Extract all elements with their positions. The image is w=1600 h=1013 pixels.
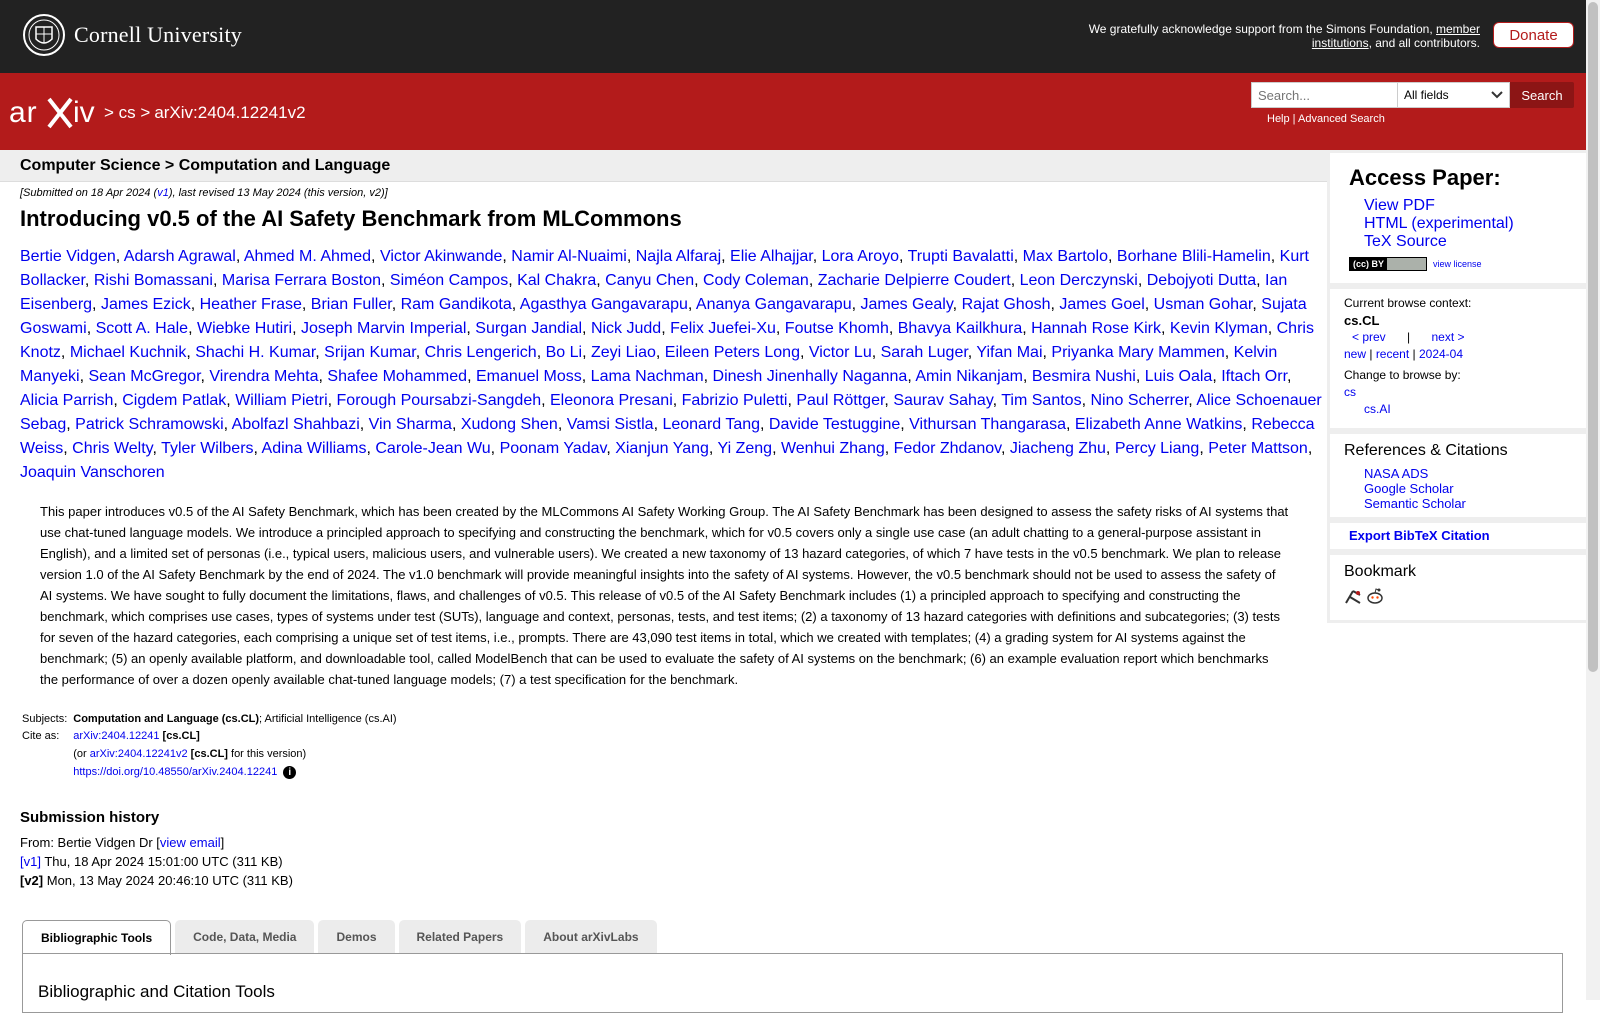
view-license-link[interactable]: view license	[1433, 259, 1482, 269]
browse-csai-link[interactable]: cs.AI	[1364, 402, 1391, 416]
nasa-ads-link[interactable]: NASA ADS	[1364, 466, 1429, 481]
tab-demos[interactable]: Demos	[318, 920, 394, 953]
author-link[interactable]: Sujata Goswami	[20, 296, 1307, 337]
help-links: Help | Advanced Search	[1267, 113, 1385, 125]
author-link[interactable]: Joaquin Vanschoren	[20, 464, 165, 481]
submission-history-heading: Submission history	[20, 809, 160, 826]
author-link[interactable]: Forough Poursabzi-Sangdeh	[336, 392, 542, 409]
author-link[interactable]: Saurav Sahay	[893, 392, 993, 409]
html-link[interactable]: HTML (experimental)	[1364, 215, 1514, 232]
submission-date: [Submitted on 18 Apr 2024 (v1), last revised 13 May 2024 (this version, v2)]	[20, 187, 388, 199]
author-link[interactable]: Xianjun Yang	[615, 440, 709, 457]
author-list: Bertie Vidgen, Adarsh Agrawal, Ahmed M. Ahmed, Victor Akinwande, Namir Al-Nuaimi, Najla Alfaraj, Elie Alhajjar, Lora Aroyo, Trupti Bavalatti, Max Bartolo, Borhane Blili-Hamelin, Kurt Bollacker, Rishi Bomassani, Marisa Ferrara Boston, Siméon Campos, Kal Chakra, Canyu Chen, Cody Coleman, Zacharie Delpierre Coudert, Leon Derczynski, Debojyoti Dutta, Ian Eisenberg, James Ezick, Heather Frase, Brian Fuller, Ram Gandikota, Agasthya Gangavarapu, Ananya Gangavarapu, James Gealy, Rajat Ghosh, James Goel, Usman Gohar, Sujata Goswami, Scott A. Hale, Wiebke Hutiri, Joseph Marvin Imperial, Surgan Jandial, Nick Judd, Felix Juefei-Xu, Foutse Khomh, Bhavya Kailkhura, Hannah Rose Kirk, Kevin Klyman, Chris Knotz, Michael Kuchnik, Shachi H. Kumar, Srijan Kumar, Chris Lengerich, Bo Li, Zeyi Liao, Eileen Peters Long, Victor Lu, Sarah Luger, Yifan Mai, Priyanka Mary Mammen, Kelvin Manyeki, Sean McGregor, Virendra Mehta, Shafee Mohammed, Emanuel Moss, Lama Nachman, Dinesh Jinenhally Naganna, Amin Nikanjam, Besmira Nushi, Luis Oala, Iftach Orr, Alicia Parrish, Cigdem Patlak, William Pietri, Forough Poursabzi-Sangdeh, Eleonora Presani, Fabrizio Puletti, Paul Röttger, Saurav Sahay, Tim Santos, Nino Scherrer, Alice Schoenauer Sebag, Patrick Schramowski, Abolfazl Shahbazi, Vin Sharma, Xudong Shen, Vamsi Sistla, Leonard Tang, Davide Testuggine, Vithursan Thangarasa, Elizabeth Anne Watkins, Rebecca Weiss, Chris Welty, Tyler Wilbers, Adina Williams, Carole-Jean Wu, Poonam Yadav, Xianjun Yang, Yi Zeng, Wenhui Zhang, Fedor Zhdanov, Jiacheng Zhu, Percy Liang, Peter Mattson, Joaquin Vanschoren	[20, 248, 1322, 481]
author-link[interactable]: Poonam Yadav	[499, 440, 607, 457]
tab-bibliographic-tools[interactable]: Bibliographic Tools	[22, 920, 171, 955]
author-link[interactable]: James Ezick	[100, 296, 191, 313]
author-link[interactable]: Chris Knotz	[20, 320, 1314, 361]
donate-button[interactable]: Donate	[1493, 22, 1574, 48]
bookmark-title: Bookmark	[1344, 563, 1417, 580]
author-link[interactable]: Bo Li	[545, 344, 583, 361]
search-button[interactable]: Search	[1510, 82, 1574, 108]
author-link[interactable]: Srijan Kumar	[324, 344, 416, 361]
author-link[interactable]: Abolfazl Shahbazi	[231, 416, 360, 433]
author-link[interactable]: William Pietri	[235, 392, 328, 409]
google-scholar-link[interactable]: Google Scholar	[1364, 481, 1454, 496]
subject-title: Computer Science > Computation and Language	[20, 157, 391, 174]
author-link[interactable]: Wenhui Zhang	[780, 440, 885, 457]
svg-text:iv: iv	[73, 96, 95, 129]
scrollbar-thumb[interactable]	[1588, 2, 1598, 672]
author-link[interactable]: Ian Eisenberg	[20, 272, 1288, 313]
author-link[interactable]: Yi Zeng	[717, 440, 773, 457]
v1-link[interactable]: v1	[157, 187, 169, 199]
v1-version-link[interactable]: [v1]	[20, 854, 41, 869]
version-v1: [v1] Thu, 18 Apr 2024 15:01:00 UTC (311 KB)	[20, 854, 283, 869]
submission-history	[20, 808, 293, 890]
search-field-select[interactable]: All fields	[1397, 82, 1510, 108]
author-link[interactable]: Max Bartolo	[1022, 248, 1109, 265]
author-link[interactable]: Victor Akinwande	[379, 248, 503, 265]
author-link[interactable]: Xudong Shen	[460, 416, 558, 433]
author-link[interactable]: Jiacheng Zhu	[1009, 440, 1106, 457]
search-form	[1251, 82, 1574, 108]
browse-lists: new | recent | 2024-04	[1344, 347, 1464, 361]
author-link[interactable]: Dinesh Jinenhally Naganna	[712, 368, 908, 385]
author-link[interactable]: Nino Scherrer	[1090, 392, 1189, 409]
author-link[interactable]: Adina Williams	[261, 440, 367, 457]
author-link[interactable]: Lora Aroyo	[821, 248, 900, 265]
author-link[interactable]: Vamsi Sistla	[566, 416, 654, 433]
author-link[interactable]: Peter Mattson	[1208, 440, 1308, 457]
author-link[interactable]: Heather Frase	[199, 296, 302, 313]
info-icon[interactable]: i	[283, 766, 296, 779]
author-link[interactable]: Victor Lu	[808, 344, 872, 361]
institution-banner	[0, 0, 1586, 73]
author-link[interactable]: Besmira Nushi	[1031, 368, 1136, 385]
subject-header	[0, 150, 1327, 182]
reddit-icon[interactable]	[1366, 592, 1384, 609]
author-link[interactable]: Agasthya Gangavarapu	[519, 296, 688, 313]
author-link[interactable]: Bhavya Kailkhura	[897, 320, 1023, 337]
author-link[interactable]: Debojyoti Dutta	[1146, 272, 1257, 289]
author-link[interactable]: Nick Judd	[590, 320, 662, 337]
author-link[interactable]: Fabrizio Puletti	[681, 392, 788, 409]
license	[1349, 255, 1572, 273]
labs-tabs	[22, 920, 661, 955]
cornell-logo[interactable]	[22, 13, 242, 57]
browse-cs-link[interactable]: cs	[1344, 385, 1356, 399]
author-link[interactable]: Joseph Marvin Imperial	[301, 320, 467, 337]
author-link[interactable]: Leon Derczynski	[1019, 272, 1138, 289]
author-link[interactable]: Rebecca Weiss	[20, 416, 1315, 457]
author-link[interactable]: Rajat Ghosh	[961, 296, 1051, 313]
author-link[interactable]: Cigdem Patlak	[122, 392, 227, 409]
cc-by-badge[interactable]: (cc) BY	[1349, 257, 1427, 271]
author-link[interactable]: Elizabeth Anne Watkins	[1074, 416, 1243, 433]
sidebar	[1327, 150, 1586, 623]
author-link[interactable]: Eileen Peters Long	[664, 344, 800, 361]
subjects-value: Computation and Language (cs.CL); Artificial Intelligence (cs.AI)	[73, 713, 397, 725]
browse-context-box: Current browse context: cs.CL < prev | next > new | recent | 2024-04 Change to browse by: cs cs.AI	[1327, 286, 1586, 431]
author-link[interactable]: Zacharie Delpierre Coudert	[817, 272, 1011, 289]
author-link[interactable]: Foutse Khomh	[784, 320, 889, 337]
author-link[interactable]: Leonard Tang	[662, 416, 761, 433]
breadcrumb-paper-id[interactable]: arXiv:2404.12241v2	[154, 103, 306, 122]
browse-context: cs.CL	[1344, 313, 1380, 328]
author-link[interactable]: Bertie Vidgen	[20, 248, 116, 265]
author-link[interactable]: Felix Juefei-Xu	[670, 320, 776, 337]
author-link[interactable]: Namir Al-Nuaimi	[511, 248, 627, 265]
author-link[interactable]: Amin Nikanjam	[915, 368, 1023, 385]
export-bibtex-link[interactable]: Export BibTeX Citation	[1349, 528, 1490, 543]
references-title: References & Citations	[1344, 442, 1508, 459]
author-link[interactable]: Adarsh Agrawal	[123, 248, 236, 265]
new-link[interactable]: new	[1344, 347, 1367, 361]
member-institutions-link[interactable]: member institutions	[1311, 22, 1480, 50]
author-link[interactable]: Rishi Bomassani	[93, 272, 213, 289]
references-box	[1327, 431, 1586, 520]
author-link[interactable]: Usman Gohar	[1153, 296, 1253, 313]
author-link[interactable]: Tyler Wilbers	[161, 440, 254, 457]
author-link[interactable]: Chris Lengerich	[424, 344, 537, 361]
author-link[interactable]: Kal Chakra	[517, 272, 597, 289]
advanced-search-link[interactable]: Advanced Search	[1298, 113, 1385, 125]
author-link[interactable]: Marisa Ferrara Boston	[221, 272, 382, 289]
cornell-seal-icon	[22, 13, 66, 57]
author-link[interactable]: Luis Oala	[1144, 368, 1213, 385]
author-link[interactable]: Trupti Bavalatti	[907, 248, 1014, 265]
view-email-link[interactable]: view email	[159, 835, 221, 850]
month-link[interactable]: 2024-04	[1418, 347, 1464, 361]
breadcrumb-cs[interactable]: > cs >	[104, 103, 151, 122]
author-link[interactable]: Lama Nachman	[590, 368, 704, 385]
author-link[interactable]: Brian Fuller	[310, 296, 392, 313]
doi-link[interactable]: https://doi.org/10.48550/arXiv.2404.12241	[73, 766, 278, 778]
tex-source-link[interactable]: TeX Source	[1364, 233, 1447, 250]
browse-nav: < prev | next >	[1352, 330, 1465, 344]
author-link[interactable]: Priyanka Mary Mammen	[1051, 344, 1225, 361]
author-link[interactable]: Iftach Orr	[1221, 368, 1288, 385]
author-link[interactable]: Canyu Chen	[605, 272, 695, 289]
arxiv-logo[interactable]	[9, 93, 101, 133]
chevron-down-icon	[1491, 91, 1503, 99]
author-link[interactable]: Michael Kuchnik	[69, 344, 187, 361]
arxiv-header	[0, 73, 1586, 150]
author-link[interactable]: Chris Welty	[72, 440, 153, 457]
author-link[interactable]: Vithursan Thangarasa	[909, 416, 1067, 433]
export-box	[1327, 520, 1586, 552]
author-link[interactable]: Surgan Jandial	[475, 320, 583, 337]
search-input[interactable]	[1251, 82, 1397, 108]
access-paper-title: Access Paper:	[1349, 165, 1501, 190]
view-pdf-link[interactable]: View PDF	[1364, 197, 1435, 214]
cite-v2-link[interactable]: arXiv:2404.12241v2	[89, 748, 188, 760]
author-link[interactable]: Wiebke Hutiri	[196, 320, 293, 337]
svg-text:ar: ar	[9, 96, 38, 129]
cite-id-link[interactable]: arXiv:2404.12241	[73, 730, 160, 742]
tab-panel-heading: Bibliographic and Citation Tools	[38, 982, 275, 1001]
author-link[interactable]: Virendra Mehta	[209, 368, 319, 385]
author-link[interactable]: Elie Alhajjar	[730, 248, 813, 265]
author-link[interactable]: Davide Testuggine	[768, 416, 901, 433]
author-link[interactable]: Shafee Mohammed	[327, 368, 468, 385]
metadata-table	[20, 712, 401, 783]
author-link[interactable]: James Gealy	[860, 296, 953, 313]
author-link[interactable]: Borhane Blili-Hamelin	[1116, 248, 1271, 265]
author-link[interactable]: Cody Coleman	[702, 272, 809, 289]
semantic-scholar-link[interactable]: Semantic Scholar	[1364, 496, 1466, 511]
author-link[interactable]: Tim Santos	[1001, 392, 1082, 409]
author-link[interactable]: Alice Schoenauer Sebag	[20, 392, 1322, 433]
abstract: This paper introduces v0.5 of the AI Safety Benchmark, which has been created by the MLCommons AI Safety Working Group. The AI Safety Benchmark has been designed to assess the safety risks of AI systems that use chat-tuned language models. We introduce a principled approach to specifying and constructing the benchmark, which for v0.5 covers only a single use case (an adult chatting to a general-purpose assistant in English), and a limited set of personas (i.e., typical users, malicious users, and vulnerable users). We created a new taxonomy of 13 hazard categories, of which 7 have tests in the v0.5 benchmark. We plan to release version 1.0 of the AI Safety Benchmark by the end of 2024. The v1.0 benchmark will provide meaningful insights into the safety of AI systems. However, the v0.5 benchmark should not be used to assess the safety of AI systems. We have sought to fully document the limitations, flaws, and challenges of v0.5. This release of v0.5 of the AI Safety Benchmark includes (1) a principled approach to specifying and constructing the benchmark, which comprises use cases, types of systems under test (SUTs), language and context, personas, tests, and test items; (2) a taxonomy of 13 hazard categories with definitions and subcategories; (3) tests for seven of the hazard categories, each comprising a unique set of test items, i.e., prompts. There are 43,090 test items in total, which we created with templates; (4) a grading system for AI systems against the benchmark; (5) an openly available platform, and downloadable tool, called ModelBench that can be used to evaluate the safety of AI systems on the benchmark; (6) an example evaluation report which benchmarks the performance of over a dozen openly available chat-tuned language models; (7) a test specification for the benchmark.	[40, 504, 1289, 687]
breadcrumb	[104, 103, 310, 123]
author-link[interactable]: Paul Röttger	[796, 392, 885, 409]
next-link[interactable]: next >	[1431, 330, 1465, 344]
author-link[interactable]: Ananya Gangavarapu	[695, 296, 852, 313]
university-name: Cornell University	[74, 22, 242, 47]
author-link[interactable]: Patrick Schramowski	[75, 416, 224, 433]
acknowledgement: We gratefully acknowledge support from the Simons Foundation, member institutions, and all contributors.	[1088, 22, 1480, 50]
author-link[interactable]: Emanuel Moss	[475, 368, 582, 385]
version-v2: [v2] Mon, 13 May 2024 20:46:10 UTC (311 KB)	[20, 873, 293, 888]
bibsonomy-icon[interactable]	[1344, 592, 1366, 609]
author-link[interactable]: Ahmed M. Ahmed	[243, 248, 372, 265]
author-link[interactable]: Hannah Rose Kirk	[1031, 320, 1161, 337]
recent-link[interactable]: recent	[1375, 347, 1410, 361]
subjects-label: Subjects:	[22, 713, 68, 725]
author-link[interactable]: Fedor Zhdanov	[893, 440, 1001, 457]
author-link[interactable]: Alicia Parrish	[20, 392, 114, 409]
author-link[interactable]: Yifan Mai	[976, 344, 1043, 361]
tab-panel	[22, 953, 1563, 1013]
author-link[interactable]: Shachi H. Kumar	[195, 344, 316, 361]
author-link[interactable]: Sean McGregor	[88, 368, 201, 385]
paper-title: Introducing v0.5 of the AI Safety Benchmark from MLCommons	[20, 206, 682, 231]
author-link[interactable]: Kurt Bollacker	[20, 248, 1309, 289]
cite-value: arXiv:2404.12241 [cs.CL] (or arXiv:2404.12241v2 [cs.CL] for this version) https://doi.org/10.48550/arXiv.2404.12241 i	[73, 730, 307, 778]
tab-code-data-media[interactable]: Code, Data, Media	[175, 920, 314, 953]
author-link[interactable]: Kevin Klyman	[1169, 320, 1268, 337]
author-link[interactable]: Siméon Campos	[389, 272, 509, 289]
author-link[interactable]: Vin Sharma	[368, 416, 452, 433]
tab-about-arxivlabs[interactable]: About arXivLabs	[525, 920, 656, 953]
prev-link[interactable]: < prev	[1352, 330, 1386, 344]
author-link[interactable]: Kelvin Manyeki	[20, 344, 1278, 385]
author-link[interactable]: Ram Gandikota	[400, 296, 512, 313]
author-link[interactable]: Eleonora Presani	[550, 392, 673, 409]
author-link[interactable]: Scott A. Hale	[95, 320, 189, 337]
author-link[interactable]: Sarah Luger	[880, 344, 968, 361]
bookmark-box	[1327, 552, 1586, 623]
author-link[interactable]: Carole-Jean Wu	[375, 440, 491, 457]
author-link[interactable]: Najla Alfaraj	[635, 248, 722, 265]
cite-label: Cite as:	[22, 730, 60, 742]
author-link[interactable]: James Goel	[1059, 296, 1145, 313]
help-link[interactable]: Help	[1267, 113, 1290, 125]
tab-related-papers[interactable]: Related Papers	[399, 920, 522, 953]
submitter: From: Bertie Vidgen Dr [view email]	[20, 835, 225, 850]
access-paper-box	[1327, 150, 1586, 286]
author-link[interactable]: Percy Liang	[1114, 440, 1200, 457]
author-link[interactable]: Zeyi Liao	[590, 344, 656, 361]
